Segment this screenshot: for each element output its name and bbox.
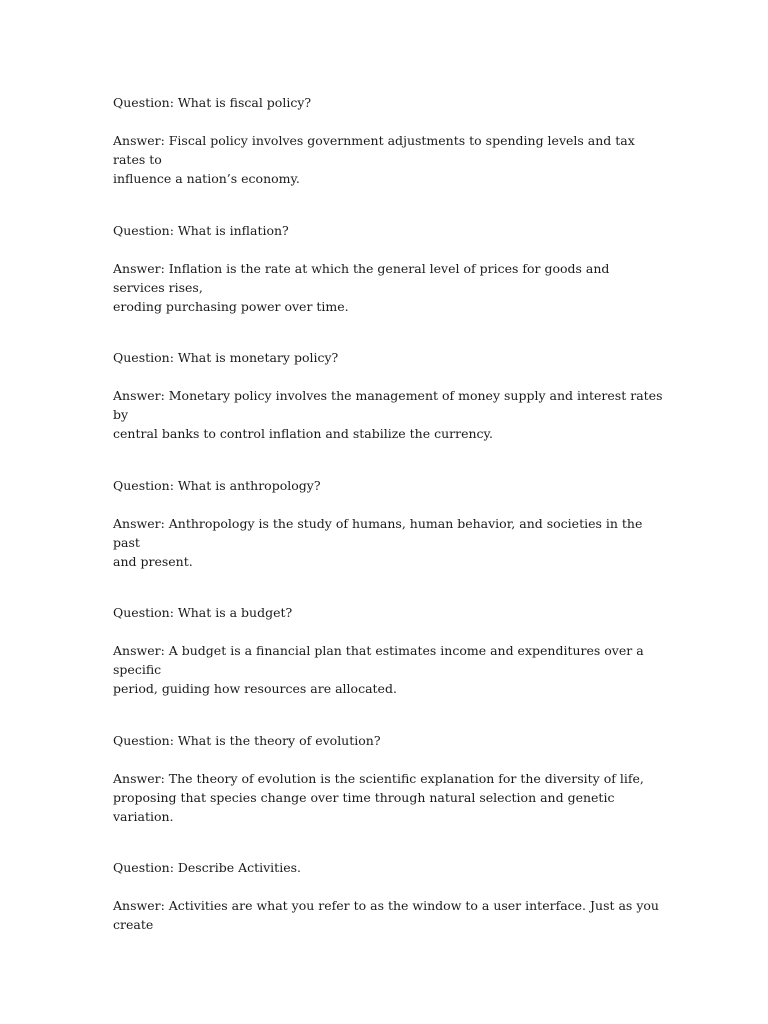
qa-item xyxy=(113,603,663,731)
answer-text: Answer: Monetary policy involves the management of money supply and interest rates by central banks to control inflation and stabilize the currency. xyxy=(113,388,663,441)
qa-item xyxy=(113,858,663,986)
question-text: Question: What is a budget? xyxy=(113,605,293,620)
answer-text: Answer: A budget is a financial plan that estimates income and expenditures over a specific period, guiding how resources are allocated. xyxy=(113,643,644,696)
qa-list xyxy=(113,93,663,986)
question-text: Question: Describe Activities. xyxy=(113,860,301,875)
qa-item xyxy=(113,93,663,221)
question-text: Question: What is the theory of evolution? xyxy=(113,732,381,748)
question-text: Question: What is fiscal policy? xyxy=(113,95,312,110)
question-text: Question: What is inflation? xyxy=(113,222,289,238)
qa-item xyxy=(113,221,663,349)
question-text: Question: What is anthropology? xyxy=(113,477,321,493)
answer-text: Answer: Activities are what you refer to as the window to a user interface. Just as you create xyxy=(113,898,659,932)
qa-item xyxy=(113,476,663,604)
question-text: Question: What is monetary policy? xyxy=(113,350,339,365)
qa-item xyxy=(113,731,663,859)
answer-text: Answer: Inflation is the rate at which the general level of prices for goods and services rises, eroding purchasing power over time. xyxy=(113,260,610,314)
answer-text: Answer: The theory of evolution is the scientific explanation for the diversity of life, proposing that species change over time through natural selection and genetic variation. xyxy=(113,770,644,824)
qa-item xyxy=(113,348,663,476)
answer-text: Answer: Anthropology is the study of humans, human behavior, and societies in the past and present. xyxy=(113,515,643,569)
answer-text: Answer: Fiscal policy involves government adjustments to spending levels and tax rates to influence a nation’s economy. xyxy=(113,133,635,186)
